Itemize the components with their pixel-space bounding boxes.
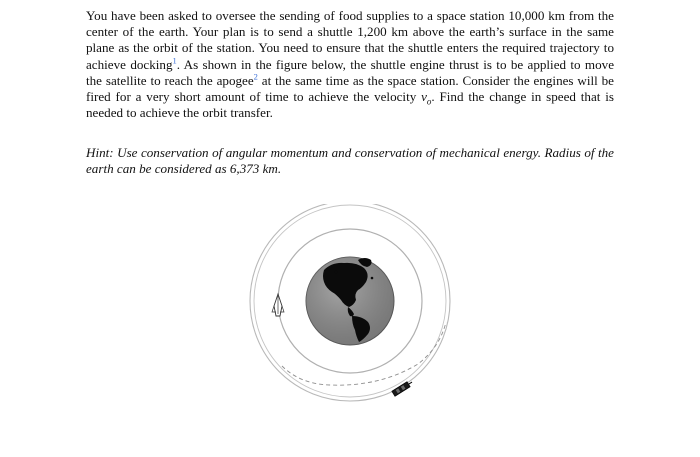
orbit-transfer-figure — [240, 204, 460, 414]
problem-text-3: at the same time as the space station. Consider the engines will be fired for a very short amount of time to achieve the velocity — [86, 72, 614, 105]
velocity-symbol — [421, 89, 432, 107]
problem-text-2: . As shown in the figure below, the shuttle engine thrust is to be applied to move the satellite to reach the apogee — [86, 56, 615, 88]
footnote-ref-2[interactable]: 2 — [253, 71, 258, 82]
footnote-ref-1[interactable]: 1 — [172, 55, 177, 66]
velocity-letter: v — [421, 89, 427, 105]
velocity-subscript: o — [426, 96, 432, 107]
problem-statement — [86, 8, 614, 121]
orbit-diagram — [240, 204, 460, 414]
problem-text-4: . Find the change in speed that is needed to achieve the orbit transfer. — [86, 89, 614, 121]
earth-icon — [306, 257, 394, 345]
shuttle-icon — [272, 294, 284, 316]
hint-text: Hint: Use conservation of angular momentum and conservation of mechanical energy. Radius of the earth can be considered as 6,373 km. — [86, 145, 614, 177]
problem-text-1: You have been asked to oversee the sending of food supplies to a space station 10,000 km from the center of the earth. Your plan is to send a shuttle 1,200 km above the earth’s surface in the same plane as the orbit of the station. You need to ensure that the shuttle enters the required trajectory to achieve docking — [86, 8, 614, 72]
space-station-icon — [392, 380, 414, 397]
